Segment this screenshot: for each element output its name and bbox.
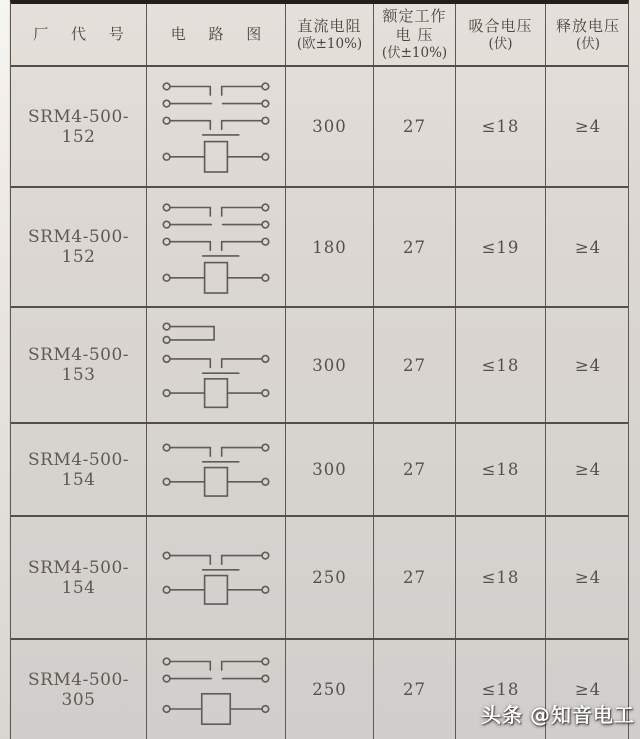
- header-sublabel: (伏): [575, 35, 601, 52]
- relay-spec-table: [10, 0, 629, 739]
- header-sublabel: (伏): [488, 35, 513, 52]
- table-row: [11, 517, 628, 640]
- release-voltage-cell: ≥4: [574, 117, 602, 136]
- rated-voltage-cell: 27: [374, 424, 456, 515]
- header-label: 直流电阻: [297, 16, 362, 35]
- rated-voltage-cell: 27: [374, 188, 456, 306]
- circuit-diagram: [147, 308, 286, 422]
- pickup-voltage-cell: ≤18: [456, 517, 546, 638]
- header-label: 电 路 图: [170, 25, 271, 43]
- header-circuit-diagram: [147, 4, 286, 65]
- pickup-voltage-cell: ≤19: [456, 188, 546, 306]
- factory-code-cell: SRM4-500-305: [11, 640, 147, 739]
- dc-resistance-cell: 300: [286, 308, 374, 422]
- dc-resistance-cell: 180: [286, 188, 374, 306]
- table-row: [11, 308, 628, 424]
- header-release-voltage: [546, 4, 630, 65]
- pickup-voltage-cell: ≤18: [456, 308, 546, 422]
- factory-code-cell: SRM4-500-152: [11, 67, 147, 186]
- factory-code-cell: SRM4-500-154: [11, 517, 147, 638]
- release-voltage-cell: ≥4: [574, 460, 602, 479]
- pickup-voltage-cell: ≤18: [456, 640, 546, 739]
- rated-voltage-cell: 27: [374, 640, 456, 739]
- rated-voltage-cell: 27: [374, 308, 456, 422]
- header-label: 吸合电压: [468, 16, 533, 35]
- release-voltage-cell: ≥4: [574, 355, 602, 375]
- circuit-diagram: [147, 67, 286, 186]
- header-pickup-voltage: [456, 4, 546, 65]
- watermark-author-handle: @知音电工: [530, 703, 635, 727]
- factory-code-cell: SRM4-500-152: [11, 188, 147, 306]
- table-row: [11, 424, 628, 517]
- pickup-voltage-cell: ≤18: [456, 67, 546, 186]
- release-voltage-cell: ≥4: [574, 568, 602, 587]
- header-factory-code: [11, 4, 147, 65]
- header-sublabel: (欧±10%): [296, 35, 363, 52]
- header-sublabel: (伏±10%): [381, 45, 448, 61]
- table-row: [11, 188, 628, 308]
- circuit-diagram: [147, 517, 286, 638]
- circuit-diagram: [147, 424, 286, 515]
- circuit-diagram: [147, 640, 286, 739]
- circuit-diagram: [147, 188, 286, 306]
- header-label: 释放电压: [555, 16, 620, 35]
- watermark-toutiao-logo: 头条: [481, 703, 523, 727]
- header-label: 额定工作: [382, 7, 447, 25]
- table-header-row: [11, 4, 628, 67]
- release-voltage-cell: ≥4: [574, 680, 602, 699]
- header-dc-resistance: [286, 4, 374, 65]
- header-label: 厂 代 号: [33, 25, 133, 43]
- header-rated-voltage: [374, 4, 456, 65]
- rated-voltage-cell: 27: [374, 517, 456, 638]
- rated-voltage-cell: 27: [374, 67, 456, 186]
- dc-resistance-cell: 300: [286, 67, 374, 186]
- dc-resistance-cell: 250: [286, 517, 374, 638]
- dc-resistance-cell: 300: [286, 424, 374, 515]
- factory-code-cell: SRM4-500-154: [11, 424, 147, 515]
- dc-resistance-cell: 250: [286, 640, 374, 739]
- table-row: [11, 67, 628, 188]
- watermark: [481, 699, 635, 728]
- release-voltage-cell: ≥4: [574, 237, 602, 257]
- header-label-line2: 电 压: [395, 26, 434, 44]
- pickup-voltage-cell: ≤18: [456, 424, 546, 515]
- factory-code-cell: SRM4-500-153: [11, 308, 147, 422]
